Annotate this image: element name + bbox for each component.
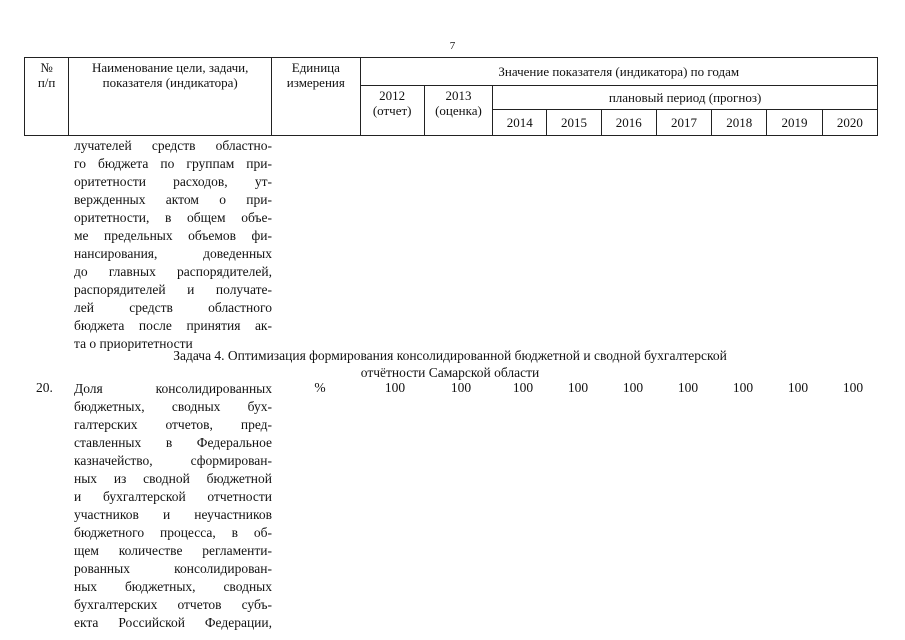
value-2018: 100 <box>732 380 754 395</box>
continuation-line: та о приоритетности <box>74 336 193 351</box>
indicator-line: екта Российской Федерации, <box>74 615 272 630</box>
header-name: Наименование цели, задачи, показателя (индикатора) <box>69 58 272 136</box>
continuation-line: лей средств областного <box>74 300 272 315</box>
indicator-line: галтерских отчетов, пред- <box>74 417 272 432</box>
value-2016: 100 <box>622 380 644 395</box>
continuation-line: оритетности, в общем объе- <box>74 210 272 225</box>
page-number: 7 <box>449 40 456 52</box>
header-year-2014: 2014 <box>493 110 547 136</box>
header-2013-year: 2013 <box>445 88 472 103</box>
value-2013: 100 <box>450 380 472 395</box>
continuation-line: ме предельных объемов фи- <box>74 228 272 243</box>
header-values-title: Значение показателя (индикатора) по годам <box>360 58 877 86</box>
continuation-line: бюджета после принятия ак- <box>74 318 272 333</box>
header-2013-note: (оценка) <box>435 103 482 118</box>
indicator-line: Доля консолидированных <box>74 381 272 396</box>
header-year-2020: 2020 <box>822 110 877 136</box>
indicator-line: казначейство, сформирован- <box>74 453 272 468</box>
continuation-line: лучателей средств областно- <box>74 138 272 153</box>
table-header <box>24 57 878 136</box>
header-2013 <box>424 86 492 136</box>
value-2012: 100 <box>384 380 406 395</box>
header-year-2017: 2017 <box>656 110 711 136</box>
indicator-line: бухгалтерских отчетов субъ- <box>74 597 272 612</box>
task-heading <box>90 347 810 381</box>
task-heading-line: отчётности Самарской области <box>360 365 540 380</box>
indicator-line: ных бюджетных, сводных <box>74 579 272 594</box>
row-unit: % <box>314 380 326 395</box>
value-2017: 100 <box>677 380 699 395</box>
header-year-2016: 2016 <box>601 110 656 136</box>
continuation-line: распорядителей и получате- <box>74 282 272 297</box>
indicator-line: ных из сводной бюджетной <box>74 471 272 486</box>
continuation-line: го бюджета по группам при- <box>74 156 272 171</box>
indicator-line: бюджетного процесса, в об- <box>74 525 272 540</box>
continuation-line: вержденных актом о при- <box>74 192 272 207</box>
indicator-line: участников и неучастников <box>74 507 272 522</box>
value-2020: 100 <box>842 380 864 395</box>
header-2012-year: 2012 <box>379 88 406 103</box>
header-2012 <box>360 86 424 136</box>
continuation-text <box>74 137 272 353</box>
value-2015: 100 <box>567 380 589 395</box>
header-year-2015: 2015 <box>547 110 601 136</box>
indicator-line: щем количестве регламенти- <box>74 543 272 558</box>
indicator-line: рованных консолидирован- <box>74 561 272 576</box>
indicator-line: ставленных в Федеральное <box>74 435 272 450</box>
header-plan-period: плановый период (прогноз) <box>493 86 878 110</box>
header-2012-note: (отчет) <box>372 103 412 118</box>
task-heading-line: Задача 4. Оптимизация формирования консолидированной бюджетной и сводной бухгалтерской <box>173 348 727 363</box>
continuation-line: до главных распорядителей, <box>74 264 272 279</box>
row-indicator-text <box>74 380 272 632</box>
header-num: № п/п <box>25 58 69 136</box>
row-number: 20. <box>36 380 53 395</box>
value-2014: 100 <box>512 380 534 395</box>
header-unit: Единица измерения <box>272 58 360 136</box>
indicator-line: и бухгалтерской отчетности <box>74 489 272 504</box>
value-2019: 100 <box>787 380 809 395</box>
indicator-line: бюджетных, сводных бух- <box>74 399 272 414</box>
continuation-line: нансирования, доведенных <box>74 246 272 261</box>
header-year-2018: 2018 <box>712 110 767 136</box>
continuation-line: оритетности расходов, ут- <box>74 174 272 189</box>
header-year-2019: 2019 <box>767 110 822 136</box>
